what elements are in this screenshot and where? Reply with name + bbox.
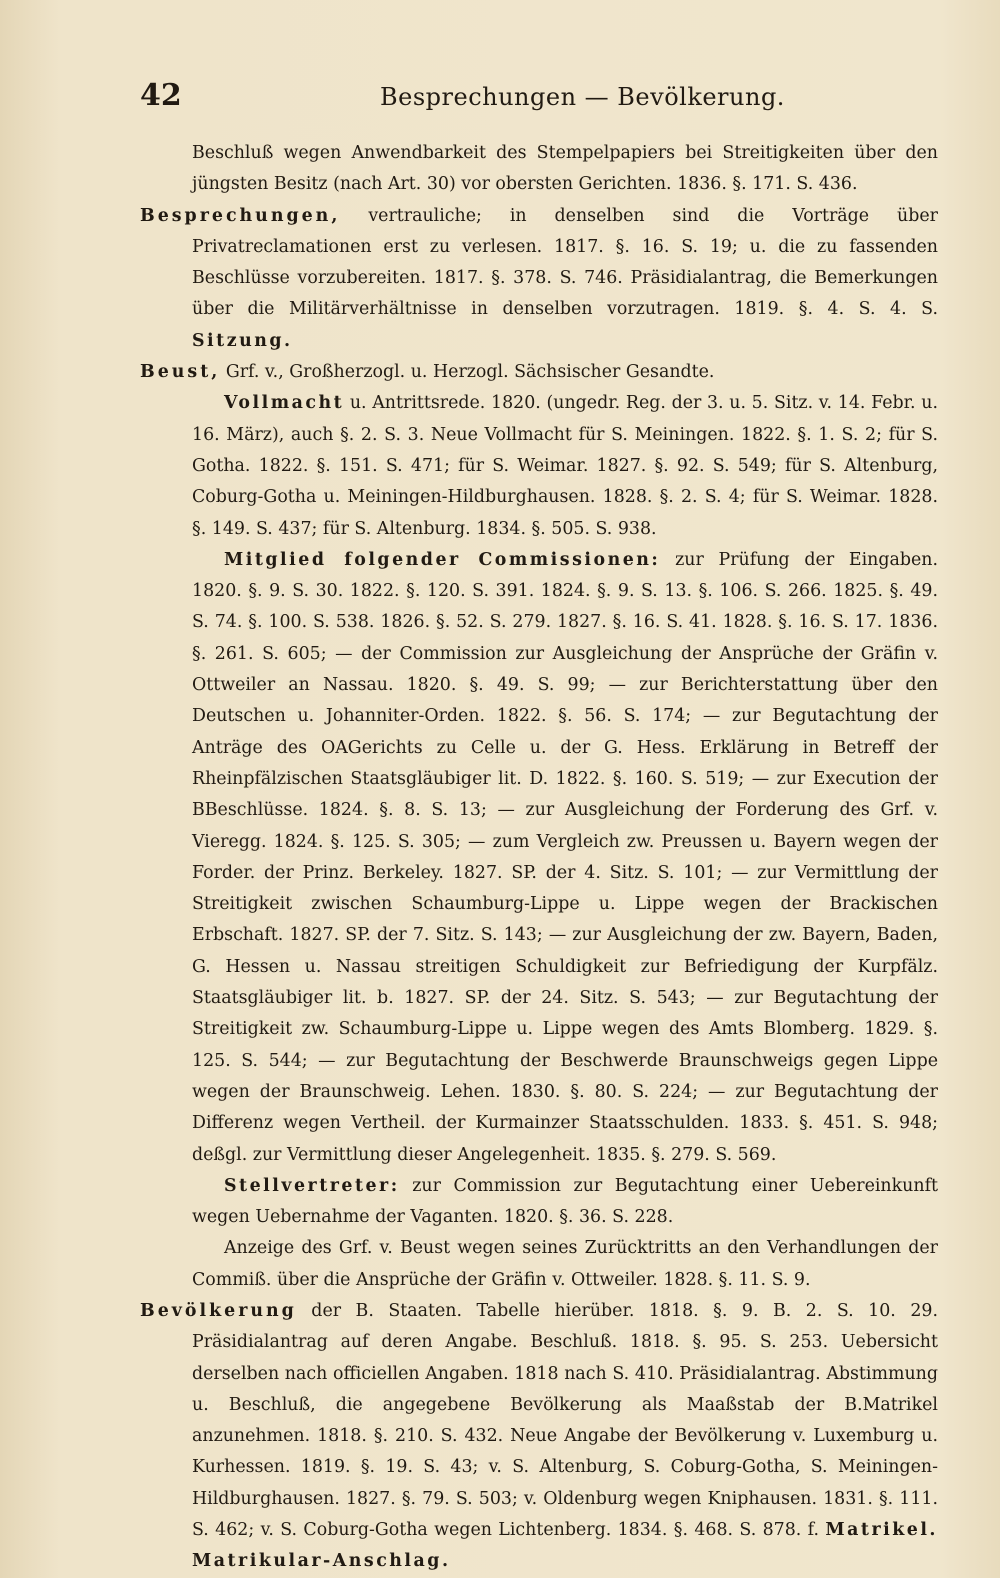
- index-body: [140, 138, 938, 1578]
- index-entry-besprechungen: [140, 201, 938, 357]
- entry-text: Grf. v., Großherzogl. u. Herzogl. Sächsischer Gesandte.: [220, 362, 715, 383]
- index-subentry-stellvertreter: [140, 1171, 938, 1234]
- subentry-text: zur Prüfung der Eingaben. 1820. §. 9. S. 30. 1822. §. 120. S. 391. 1824. §. 9. S. 13. §. 106. S. 266. 1825. §. 49. S. 74. §. 100. S. 538. 1826. §. 52. S. 279. 1827. §. 16. S. 41. 1828. §. 16. S. 17. 1836. §. 261. S. 605; — der Commission zur Ausgleichung der Ansprüche der Gräfin v. Ottweiler an Nassau. 1820. §. 49. S. 99; — zur Berichterstattung über den Deutschen u. Johanniter-Orden. 1822. §. 56. S. 174; — zur Begutachtung der Anträge des OAGerichts zu Celle u. der G. Hess. Erklärung in Betreff der Rheinpfälzischen Staatsgläubiger lit. D. 1822. §. 160. S. 519; — zur Execution der BBeschlüsse. 1824. §. 8. S. 13; — zur Ausgleichung der Forderung des Grf. v. Vieregg. 1824. §. 125. S. 305; — zum Vergleich zw. Preussen u. Bayern wegen der Forder. der Prinz. Berkeley. 1827. SP. der 4. Sitz. S. 101; — zur Vermittlung der Streitigkeit zwischen Schaumburg-Lippe u. Lippe wegen der Brackischen Erbschaft. 1827. SP. der 7. Sitz. S. 143; — zur Ausgleichung der zw. Bayern, Baden, G. Hessen u. Nassau streitigen Schuldigkeit zur Befriedigung der Kurpfälz. Staatsgläubiger lit. b. 1827. SP. der 24. Sitz. S. 543; — zur Begutachtung der Streitigkeit zw. Schaumburg-Lippe u. Lippe wegen des Amts Blomberg. 1829. §. 125. S. 544; — zur Begutachtung der Beschwerde Braunschweigs gegen Lippe wegen der Braunschweig. Lehen. 1830. §. 80. S. 224; — zur Begutachtung der Differenz wegen Vertheil. der Kurmainzer Staatsschulden. 1833. §. 451. S. 948; deßgl. zur Vermittlung dieser Angelegenheit. 1835. §. 279. S. 569.: [192, 549, 938, 1165]
- entry-lemma: Bevölkerung: [140, 1300, 297, 1321]
- subentry-lemma: Mitglied folgender Commissionen:: [224, 549, 661, 570]
- running-head: Besprechungen — Bevölkerung.: [380, 83, 785, 111]
- subentry-lemma: Vollmacht: [224, 393, 345, 414]
- index-entry-beust: [140, 357, 938, 388]
- entry-lemma: Besprechungen,: [140, 205, 341, 226]
- entry-text: der B. Staaten. Tabelle hierüber. 1818. §. 9. B. 2. S. 10. 29. Präsidialantrag auf deren Angabe. Beschluß. 1818. §. 95. S. 253. Uebersicht derselben nach officiellen Angaben. 1818 nach S. 410. Präsidialantrag. Abstimmung u. Beschluß, die angegebene Bevölkerung als Maaßstab der B.Matrikel anzunehmen. 1818. §. 210. S. 432. Neue Angabe der Bevölkerung v. Luxemburg u. Kurhessen. 1819. §. 19. S. 43; v. S. Altenburg, S. Coburg-Gotha, S. Meiningen-Hildburghausen. 1827. §. 79. S. 503; v. Oldenburg wegen Kniphausen. 1831. §. 111. S. 462; v. S. Coburg-Gotha wegen Lichtenberg. 1834. §. 468. S. 878. f.: [192, 1300, 938, 1541]
- subentry-text: Anzeige des Grf. v. Beust wegen seines Zurücktritts an den Verhandlungen der Commiß. über die Ansprüche der Gräfin v. Ottweiler. 1828. §. 11. S. 9.: [192, 1238, 938, 1290]
- page-number: 42: [140, 78, 182, 113]
- index-entry-bevoelkerung: [140, 1296, 938, 1578]
- entry-text: vertrauliche; in denselben sind die Vorträge über Privatreclamationen erst zu verlesen. 1817. §. 16. S. 19; u. die zu fassenden Beschlüsse vorzubereiten. 1817. §. 378. S. 746. Präsidialantrag, die Bemerkungen über die Militärverhältnisse in denselben vorzutragen. 1819. §. 4. S. 4. S.: [192, 205, 938, 320]
- entry-cross-reference: Sitzung.: [192, 330, 293, 351]
- entry-lemma: Beust,: [140, 362, 221, 383]
- entry-text: Beschluß wegen Anwendbarkeit des Stempelpapiers bei Streitigkeiten über den jüngsten Besitz (nach Art. 30) vor obersten Gerichten. 1836. §. 171. S. 436.: [192, 143, 938, 195]
- index-subentry-mitglied: [140, 545, 938, 1171]
- subentry-text: zur Commission zur Begutachtung einer Uebereinkunft wegen Uebernahme der Vaganten. 1820. §. 36. S. 228.: [192, 1175, 938, 1228]
- index-subentry-vollmacht: [140, 388, 938, 544]
- subentry-lemma: Stellvertreter:: [224, 1175, 400, 1196]
- entry-cross-reference: Matrikel. Matrikular-Anschlag.: [192, 1520, 938, 1572]
- index-entry-continuation: [140, 138, 938, 201]
- subentry-text: u. Antrittsrede. 1820. (ungedr. Reg. der 3. u. 5. Sitz. v. 14. Febr. u. 16. März), auch §. 2. S. 3. Neue Vollmacht für S. Meiningen. 1822. §. 1. S. 2; für S. Gotha. 1822. §. 151. S. 471; für S. Weimar. 1827. §. 92. S. 549; für S. Altenburg, Coburg-Gotha u. Meiningen-Hildburghausen. 1828. §. 2. S. 4; für S. Weimar. 1828. §. 149. S. 437; für S. Altenburg. 1834. §. 505. S. 938.: [192, 393, 938, 539]
- page-header: [140, 78, 938, 138]
- index-subentry-anzeige: [140, 1233, 938, 1296]
